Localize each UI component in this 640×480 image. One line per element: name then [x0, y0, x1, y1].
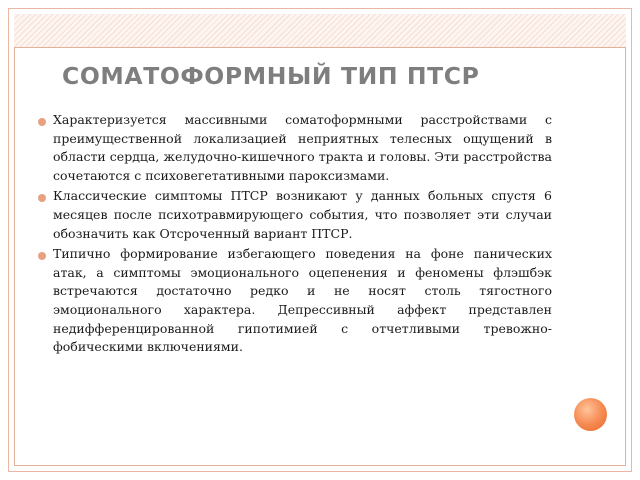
bullet-dot-icon [38, 118, 46, 126]
bullet-dot-icon [38, 252, 46, 260]
bullet-item [38, 111, 552, 185]
bullet-item [38, 245, 552, 357]
bullet-dot-icon [38, 194, 46, 202]
decorative-top-band [14, 14, 626, 48]
bullet-text: Типично формирование избегающего поведения на фоне панических атак, а симптомы эмоционального оцепенения и феномены флэшбэк встречаются достаточно редко и не носят столь тягостного эмоционального характера. Депрессивный аффект представлен недифференцированной гипотимией с отчетливыми тревожно-фобическими включениями. [53, 246, 552, 355]
bullet-text: Характеризуется массивными соматоформными расстройствами с преимущественной локализацией неприятных телесных ощущений в области сердца, желудочно-кишечного тракта и головы. Эти расстройства сочетаются с психовегетативными пароксизмами. [53, 112, 552, 183]
bullet-list [38, 111, 552, 359]
bullet-item [38, 187, 552, 243]
slide-title: СОМАТОФОРМНЫЙ ТИП ПТСР [62, 62, 480, 90]
bullet-text: Классические симптомы ПТСР возникают у данных больных спустя 6 месяцев после психотравмирующего события, что позволяет эти случаи обозначить как Отсроченный вариант ПТСР. [53, 188, 552, 241]
decorative-orange-orb-icon [574, 398, 607, 431]
